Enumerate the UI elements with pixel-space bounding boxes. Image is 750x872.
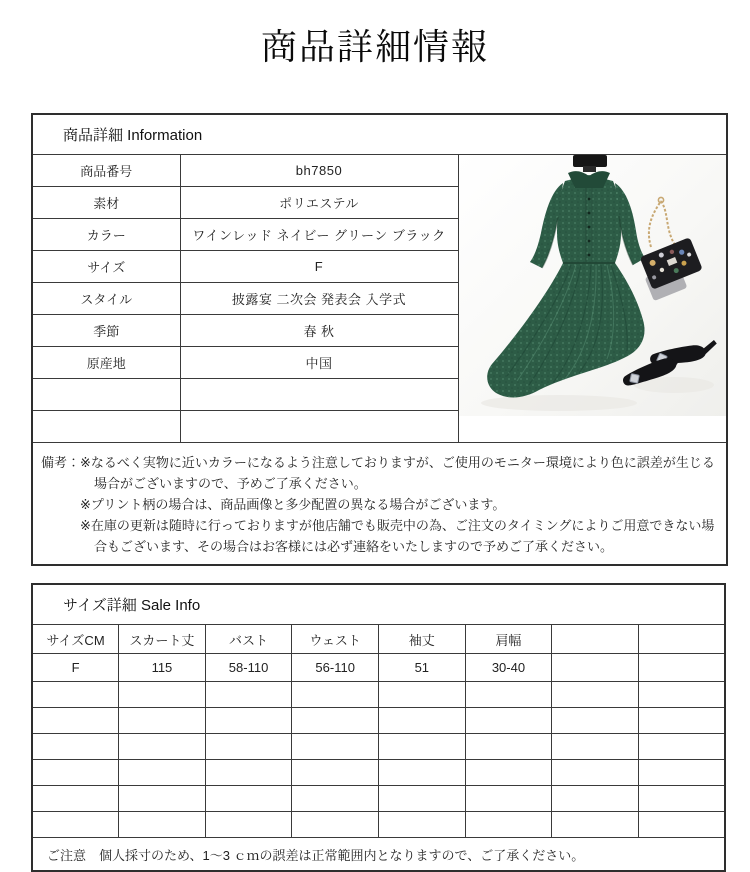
size-cell	[292, 786, 379, 812]
size-table-title: サイズ詳細 Sale Info	[32, 584, 725, 625]
spec-label: 季節	[32, 315, 180, 347]
size-cell	[638, 708, 725, 734]
size-cell	[379, 708, 466, 734]
column-header	[638, 625, 725, 654]
size-cell: F	[32, 654, 119, 682]
product-info-table	[31, 113, 728, 566]
column-header: サイズCM	[32, 625, 119, 654]
product-photo-illustration	[459, 155, 726, 416]
column-header	[552, 625, 639, 654]
size-cell	[32, 682, 119, 708]
spec-value: 中国	[180, 347, 458, 379]
spec-value: F	[180, 251, 458, 283]
product-photo	[458, 155, 727, 443]
size-cell	[205, 760, 292, 786]
size-cell	[465, 812, 552, 838]
table-row	[32, 708, 725, 734]
size-table-header-row	[32, 625, 725, 654]
size-cell	[465, 682, 552, 708]
size-cell	[638, 654, 725, 682]
column-header: ウェスト	[292, 625, 379, 654]
spec-label: 商品番号	[32, 155, 180, 187]
spec-value	[180, 411, 458, 443]
size-cell	[32, 812, 119, 838]
spec-value: ポリエステル	[180, 187, 458, 219]
table-row	[32, 654, 725, 682]
size-cell: 56-110	[292, 654, 379, 682]
size-cell	[119, 812, 206, 838]
table-row	[32, 734, 725, 760]
size-cell	[552, 812, 639, 838]
table-row	[32, 682, 725, 708]
page-title: 商品詳細情報	[260, 27, 489, 68]
size-cell	[638, 812, 725, 838]
size-cell	[552, 708, 639, 734]
size-cell	[292, 760, 379, 786]
size-cell	[292, 734, 379, 760]
remarks-cell	[32, 443, 727, 566]
size-cell	[119, 760, 206, 786]
spec-value: 春 秋	[180, 315, 458, 347]
remarks-text	[80, 452, 716, 557]
table-row	[32, 786, 725, 812]
size-cell	[119, 708, 206, 734]
size-cell	[379, 734, 466, 760]
table-row	[32, 812, 725, 838]
size-cell	[32, 760, 119, 786]
size-notice: ご注意 個人採寸のため、1～3 ｃｍの誤差は正常範囲内となりますので、ご了承ください。	[32, 838, 725, 872]
size-cell	[32, 708, 119, 734]
column-header: スカート丈	[119, 625, 206, 654]
spec-label: カラー	[32, 219, 180, 251]
size-cell	[119, 786, 206, 812]
size-cell	[379, 760, 466, 786]
size-cell: 58-110	[205, 654, 292, 682]
spec-label	[32, 411, 180, 443]
spec-value: bh7850	[180, 155, 458, 187]
size-cell: 30-40	[465, 654, 552, 682]
size-cell	[465, 734, 552, 760]
size-cell	[638, 682, 725, 708]
size-cell	[119, 682, 206, 708]
size-cell: 51	[379, 654, 466, 682]
size-cell	[292, 812, 379, 838]
size-cell: 115	[119, 654, 206, 682]
spec-label: スタイル	[32, 283, 180, 315]
size-cell	[552, 654, 639, 682]
spec-value: 披露宴 二次会 発表会 入学式	[180, 283, 458, 315]
size-cell	[119, 734, 206, 760]
remark-item: ※プリント柄の場合は、商品画像と多少配置の異なる場合がございます。	[80, 497, 506, 513]
spec-label: 原産地	[32, 347, 180, 379]
size-cell	[638, 734, 725, 760]
spec-label: サイズ	[32, 251, 180, 283]
remark-item: ※なるべく実物に近いカラーになるよう注意しておりますが、ご使用のモニター環境により色に誤差が生じる場合がございますので、予めご了承ください。	[80, 455, 715, 492]
column-header: 肩幅	[465, 625, 552, 654]
spec-label: 素材	[32, 187, 180, 219]
table-row	[32, 155, 727, 187]
size-cell	[205, 682, 292, 708]
remark-item: ※在庫の更新は随時に行っておりますが他店舗でも販売中の為、ご注文のタイミングによりご用意できない場合もございます、その場合はお客様には必ず連絡をいたしますので予めご了承ください。	[80, 518, 715, 555]
info-table-title: 商品詳細 Information	[32, 114, 727, 155]
size-cell	[292, 708, 379, 734]
spec-value: ワインレッド ネイビー グリーン ブラック	[180, 219, 458, 251]
remarks-label: 備考：	[41, 455, 81, 471]
column-header: バスト	[205, 625, 292, 654]
size-cell	[205, 812, 292, 838]
size-cell	[552, 760, 639, 786]
size-cell	[379, 786, 466, 812]
size-cell	[552, 734, 639, 760]
size-detail-table	[31, 583, 726, 872]
table-row	[32, 760, 725, 786]
spec-value	[180, 379, 458, 411]
size-cell	[32, 786, 119, 812]
size-cell	[32, 734, 119, 760]
size-cell	[465, 786, 552, 812]
size-cell	[205, 734, 292, 760]
size-cell	[379, 812, 466, 838]
size-cell	[205, 708, 292, 734]
column-header: 袖丈	[379, 625, 466, 654]
size-cell	[205, 786, 292, 812]
size-cell	[292, 682, 379, 708]
size-cell	[552, 682, 639, 708]
size-cell	[638, 760, 725, 786]
size-cell	[552, 786, 639, 812]
size-cell	[379, 682, 466, 708]
size-cell	[465, 708, 552, 734]
size-cell	[638, 786, 725, 812]
size-cell	[465, 760, 552, 786]
spec-label	[32, 379, 180, 411]
